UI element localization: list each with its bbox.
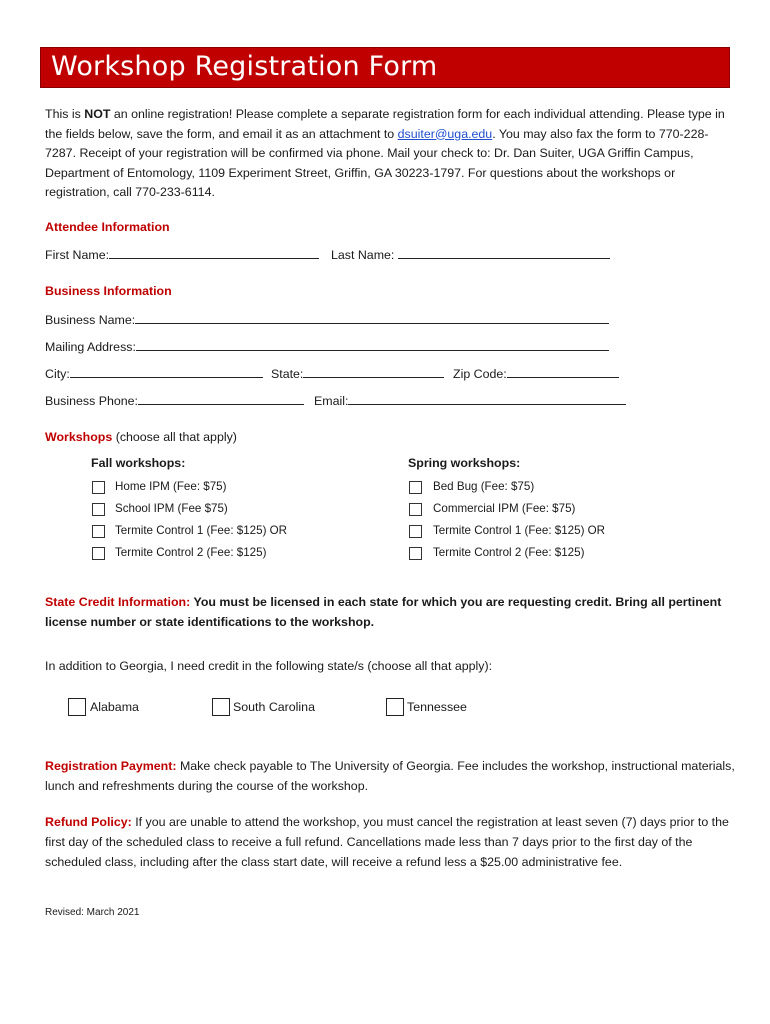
state-credit-prompt: In addition to Georgia, I need credit in the following state/s (choose all that apply): <box>45 659 493 673</box>
business-name-label: Business Name: <box>45 313 136 327</box>
not-emphasis: NOT <box>84 107 111 121</box>
intro-text-2: an online registration! Please complete a separate registration form for each individual attending. Please type in the fields below, save the form, and email it as an attachment to <box>45 107 725 141</box>
intro-text-1: This is <box>45 107 85 121</box>
fall-item-label: School IPM (Fee $75) <box>115 502 228 515</box>
payment-paragraph <box>45 756 735 796</box>
last-name-field[interactable] <box>398 246 610 259</box>
refund-heading: Refund Policy: <box>45 815 132 829</box>
checkbox-spring-termite-2[interactable] <box>409 547 422 560</box>
phone-label: Business Phone: <box>45 394 138 408</box>
email-link[interactable]: dsuiter@uga.edu <box>397 126 493 141</box>
phone-row <box>45 392 304 408</box>
state-row <box>271 365 444 381</box>
workshops-heading-row <box>45 430 237 444</box>
city-label: City: <box>45 367 70 381</box>
checkbox-south-carolina[interactable] <box>212 698 230 716</box>
intro-text-3: . You may also fax the form to 770-228-7287. Receipt of your registration will be confirmed via phone. Mail your check to: Dr. Dan Suiter, UGA Griffin Campus, Department of Entomology, 1109 Experiment Street, Griffin, GA 30223-1797. For questions about the workshops or registration, call 770-233-6114. <box>45 126 709 200</box>
city-field[interactable] <box>70 365 263 378</box>
last-name-label: Last Name: <box>331 248 398 262</box>
state-credit-paragraph <box>45 592 735 632</box>
business-name-field[interactable] <box>135 311 609 324</box>
state-option-label: South Carolina <box>233 700 315 714</box>
state-option-label: Tennessee <box>407 700 467 714</box>
zip-row <box>453 365 619 381</box>
checkbox-spring-commercial-ipm[interactable] <box>409 503 422 516</box>
checkbox-alabama[interactable] <box>68 698 86 716</box>
state-option-label: Alabama <box>90 700 139 714</box>
first-name-field[interactable] <box>109 246 319 259</box>
checkbox-fall-termite-2[interactable] <box>92 547 105 560</box>
state-field[interactable] <box>303 365 444 378</box>
checkbox-tennessee[interactable] <box>386 698 404 716</box>
zip-field[interactable] <box>507 365 619 378</box>
payment-heading: Registration Payment: <box>45 759 177 773</box>
first-name-row <box>45 246 319 262</box>
state-credit-heading: State Credit Information: <box>45 595 191 609</box>
fall-item-label: Termite Control 1 (Fee: $125) OR <box>115 524 288 537</box>
checkbox-fall-termite-1[interactable] <box>92 525 105 538</box>
page-title: Workshop Registration Form <box>51 51 438 82</box>
spring-heading: Spring workshops: <box>408 456 521 470</box>
first-name-label: First Name: <box>45 248 110 262</box>
business-heading: Business Information <box>45 284 172 298</box>
spring-item-label: Bed Bug (Fee: $75) <box>433 480 535 493</box>
attendee-heading: Attendee Information <box>45 220 170 234</box>
fall-item-label: Home IPM (Fee: $75) <box>115 480 227 493</box>
spring-item-label: Termite Control 2 (Fee: $125) <box>433 546 585 559</box>
city-row <box>45 365 263 381</box>
refund-paragraph <box>45 812 735 872</box>
intro-paragraph <box>45 105 735 203</box>
mailing-address-row <box>45 338 609 354</box>
checkbox-fall-home-ipm[interactable] <box>92 481 105 494</box>
state-label: State: <box>271 367 304 381</box>
last-name-row <box>331 246 610 262</box>
workshops-note: (choose all that apply) <box>112 430 237 444</box>
title-banner <box>40 47 730 88</box>
mailing-address-label: Mailing Address: <box>45 340 136 354</box>
checkbox-spring-bed-bug[interactable] <box>409 481 422 494</box>
email-label: Email: <box>314 394 349 408</box>
checkbox-spring-termite-1[interactable] <box>409 525 422 538</box>
business-name-row <box>45 311 609 327</box>
workshops-heading: Workshops <box>45 430 113 444</box>
spring-item-label: Commercial IPM (Fee: $75) <box>433 502 576 515</box>
checkbox-fall-school-ipm[interactable] <box>92 503 105 516</box>
mailing-address-field[interactable] <box>136 338 609 351</box>
fall-item-label: Termite Control 2 (Fee: $125) <box>115 546 267 559</box>
fall-heading: Fall workshops: <box>91 456 186 470</box>
zip-label: Zip Code: <box>453 367 507 381</box>
phone-field[interactable] <box>138 392 304 405</box>
email-field[interactable] <box>348 392 626 405</box>
payment-text: Make check payable to The University of Georgia. Fee includes the workshop, instructional materials, lunch and refreshments during the course of the workshop. <box>45 759 735 793</box>
refund-text: If you are unable to attend the workshop, you must cancel the registration at least seven (7) days prior to the first day of the scheduled class to receive a full refund. Cancellations made less than 7 days prior to the first day of the scheduled class, including after the class start date, will receive a refund less a $25.00 administrative fee. <box>45 815 729 869</box>
state-credit-text: You must be licensed in each state for which you are requesting credit. Bring all pertinent license number or state identifications to the workshop. <box>45 595 722 629</box>
revised-date: Revised: March 2021 <box>45 907 140 918</box>
email-row <box>314 392 626 408</box>
spring-item-label: Termite Control 1 (Fee: $125) OR <box>433 524 606 537</box>
